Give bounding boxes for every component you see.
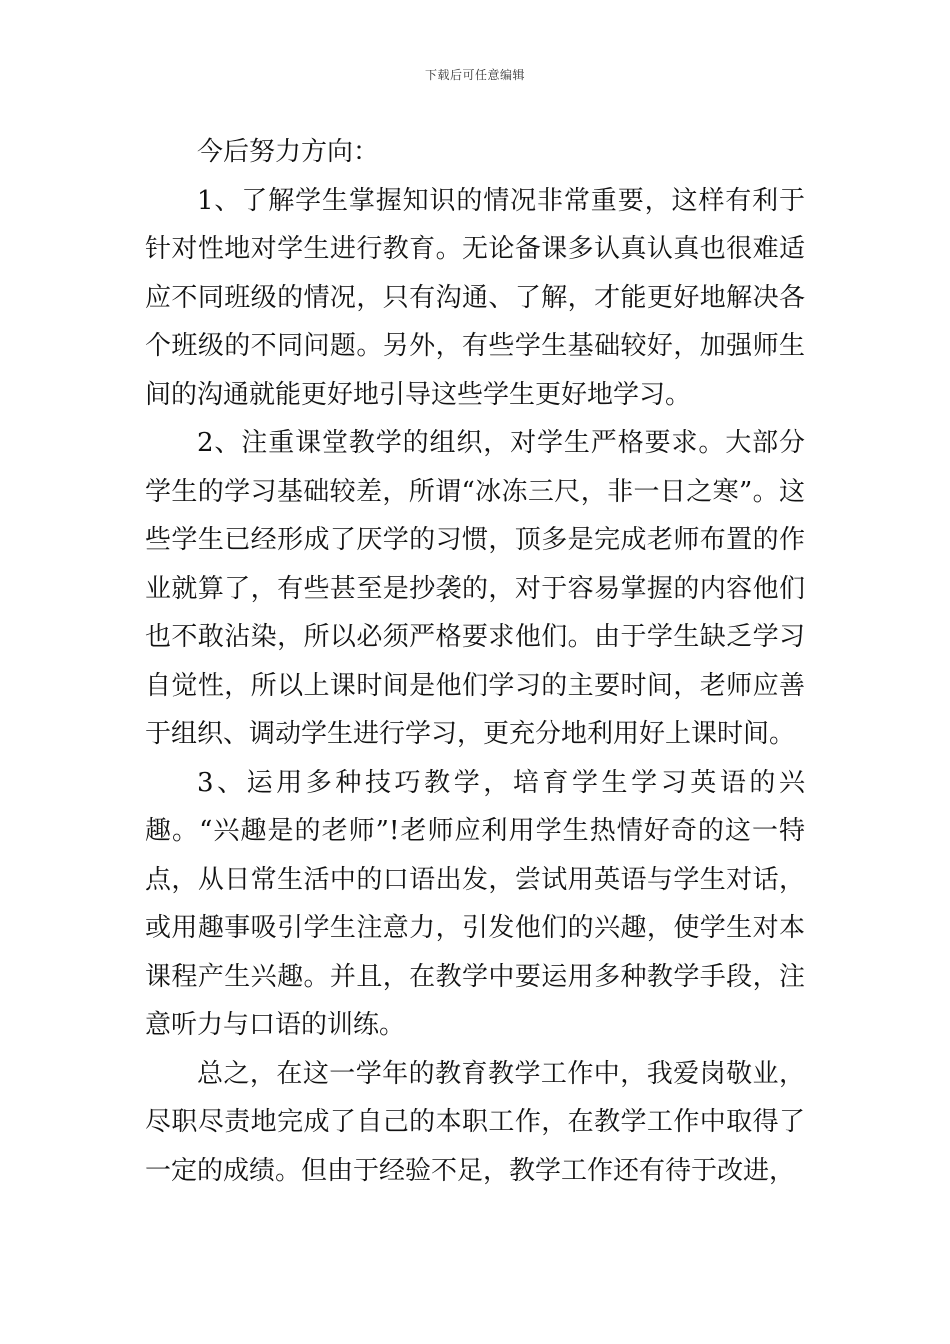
paragraph-summary: 总之，在这一学年的教育教学工作中，我爱岗敬业，尽职尽责地完成了自己的本职工作，在教学工作中取得了一定的成绩。但由于经验不足，教学工作还有待于改进，	[145, 1058, 805, 1186]
paragraph-item-1: 1、了解学生掌握知识的情况非常重要，这样有利于针对性地对学生进行教育。无论备课多认真认真也很难适应不同班级的情况，只有沟通、了解，才能更好地解决各个班级的不同问题。另外，有些学生基础较好，加强师生间的沟通就能更好地引导这些学生更好地学习。	[145, 185, 805, 410]
page-header: 下载后可任意编辑	[424, 68, 525, 82]
document-body	[145, 128, 805, 1195]
paragraph-item-2: 2、注重课堂教学的组织，对学生严格要求。大部分学生的学习基础较差，所谓“冰冻三尺，非一日之寒”。这些学生已经形成了厌学的习惯，顶多是完成老师布置的作业就算了，有些甚至是抄袭的，对于容易掌握的内容他们也不敢沾染，所以必须严格要求他们。由于学生缺乏学习自觉性，所以上课时间是他们学习的主要时间，老师应善于组织、调动学生进行学习，更充分地利用好上课时间。	[145, 428, 805, 749]
paragraph-item-3: 3、运用多种技巧教学，培育学生学习英语的兴趣。“兴趣是的老师”!老师应利用学生热情好奇的这一特点，从日常生活中的口语出发，尝试用英语与学生对话，或用趣事吸引学生注意力，引发他们的兴趣，使学生对本课程产生兴趣。并且，在教学中要运用多种教学手段，注意听力与口语的训练。	[145, 767, 805, 1040]
paragraph-heading: 今后努力方向：	[197, 137, 380, 167]
